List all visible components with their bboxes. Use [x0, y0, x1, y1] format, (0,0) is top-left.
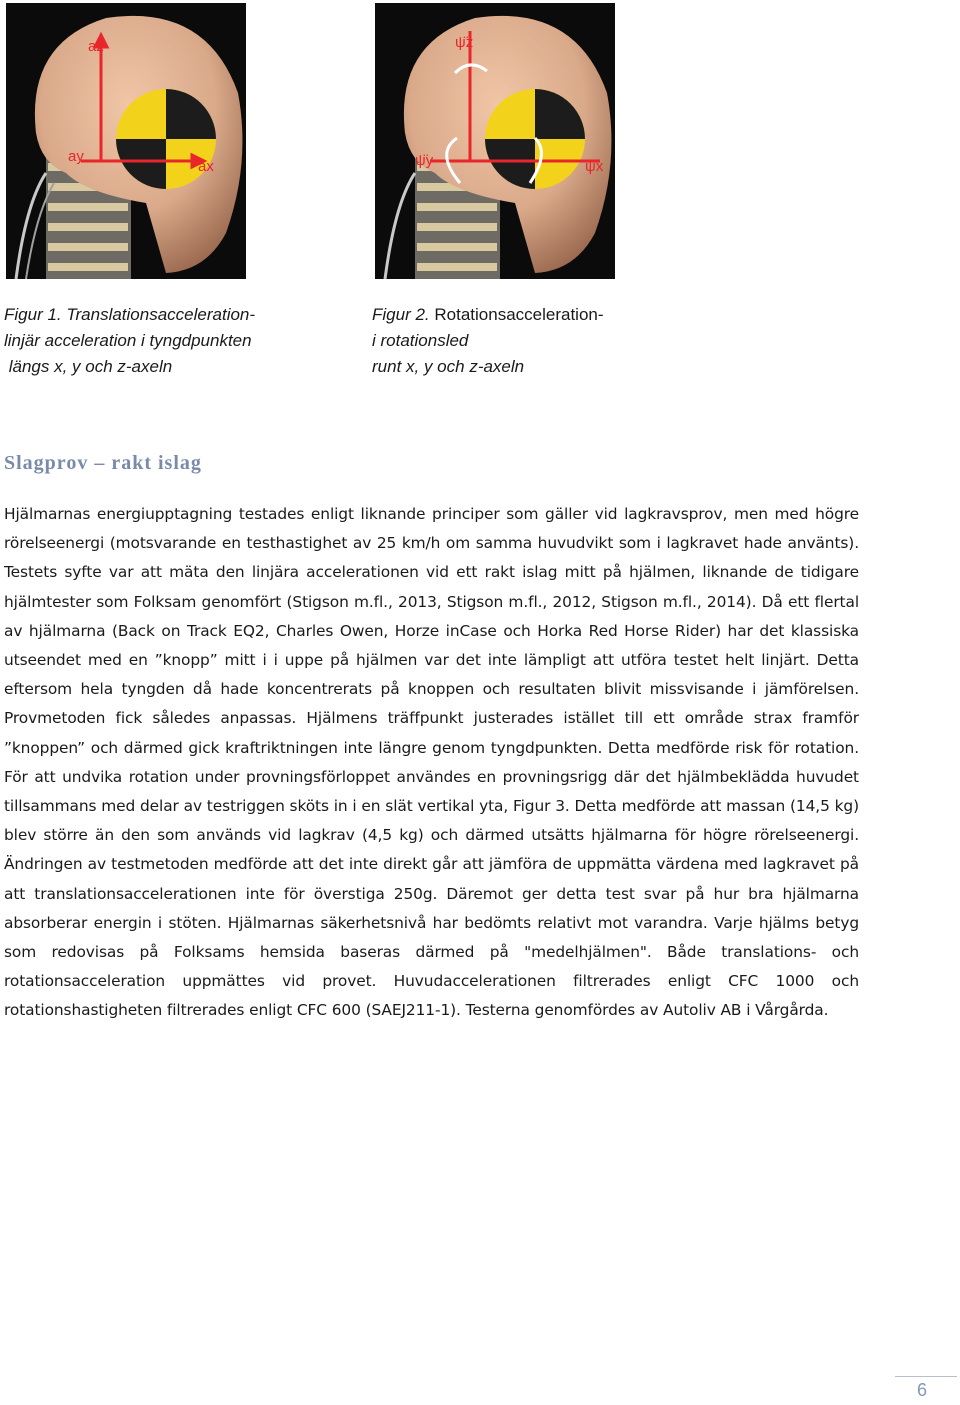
figure-2-caption-label: Figur 2. — [372, 305, 430, 324]
figure-1-image — [6, 3, 246, 279]
figure-1-caption — [4, 302, 255, 380]
figure-2-caption-line: i rotationsled — [372, 331, 469, 350]
figure-1-caption-line: linjär acceleration i tyngdpunkten — [4, 331, 252, 350]
figure-2-caption-line: runt x, y och z-axeln — [372, 357, 525, 376]
section-heading: Slagprov – rakt islag — [4, 452, 202, 474]
axis-label-ay: ay — [68, 148, 84, 165]
axis-label-az: az — [88, 38, 104, 55]
axis-label-psi-z: ψ̈z — [455, 34, 474, 51]
figure-1-caption-label: Figur 1. — [4, 305, 62, 324]
page-number: 6 — [917, 1380, 928, 1400]
figure-1-caption-line: längs x, y och z-axeln — [4, 357, 173, 376]
axis-label-psi-y: ψ̈y — [415, 152, 434, 169]
figure-2-image — [375, 3, 615, 279]
figure-1-caption-line: Translationsacceleration- — [66, 305, 256, 324]
crash-dummy-head-rotation — [375, 3, 615, 279]
crash-dummy-head-translation — [6, 3, 246, 279]
axis-label-psi-x: ψ̈x — [585, 158, 604, 175]
axis-label-ax: ax — [198, 158, 214, 175]
page-number-rule — [895, 1376, 957, 1377]
body-paragraph: Hjälmarnas energiupptagning testades enligt liknande principer som gäller vid lagkravsprov, men med högre rörelseenergi (motsvarande en testhastighet av 25 km/h om samma huvudvikt som i lagkravet hade använts). Testets syfte var att mäta den linjära accelerationen vid ett rakt islag mitt på hjälmen, liknande de tidigare hjälmtester som Folksam genomfört (Stigson m.fl., 2013, Stigson m.fl., 2012, Stigson m.fl., 2014). Då ett flertal av hjälmarna (Back on Track EQ2, Charles Owen, Horze inCase och Horka Red Horse Rider) har det klassiska utseendet med en ”knopp” mitt i i uppe på hjälmen var det inte lämpligt att utföra testet helt linjärt. Detta eftersom hela tyngden då hade koncentrerats på knoppen och resultaten blivit missvisande i jämförelsen. Provmetoden fick således anpassas. Hjälmens träffpunkt justerades istället till ett område strax framför ”knoppen” och därmed gick kraftriktningen inte längre genom tyngdpunkten. Detta medförde risk för rotation. För att undvika rotation under provningsförloppet användes en provningsrigg där det hjälmbeklädda huvudet tillsammans med delar av testriggen sköts in i en slät vertikal yta, Figur 3. Detta medförde att massan (14,5 kg) blev större än den som används vid lagkrav (4,5 kg) och därmed utsätts hjälmarna för högre rörelseenergi. Ändringen av testmetoden medförde att det inte direkt går att jämföra de uppmätta värdena med lagkravet på att translationsaccelerationen inte för överstiga 250g. Däremot ger detta test svar på hur bra hjälmarna absorberar energin i stöten. Hjälmarnas säkerhetsnivå har bedömts relativt mot varandra. Varje hjälms betyg som redovisas på Folksams hemsida baseras därmed på "medelhjälmen". Både translations- och rotationsacceleration uppmättes vid provet. Huvudaccelerationen filtrerades enligt CFC 1000 och rotationshastigheten filtrerades enligt CFC 600 (SAEJ211-1). Testerna genomfördes av Autoliv AB i Vårgårda. — [4, 505, 859, 1020]
figure-2-caption — [372, 302, 604, 380]
figure-2-caption-line: Rotationsacceleration- — [434, 305, 604, 324]
